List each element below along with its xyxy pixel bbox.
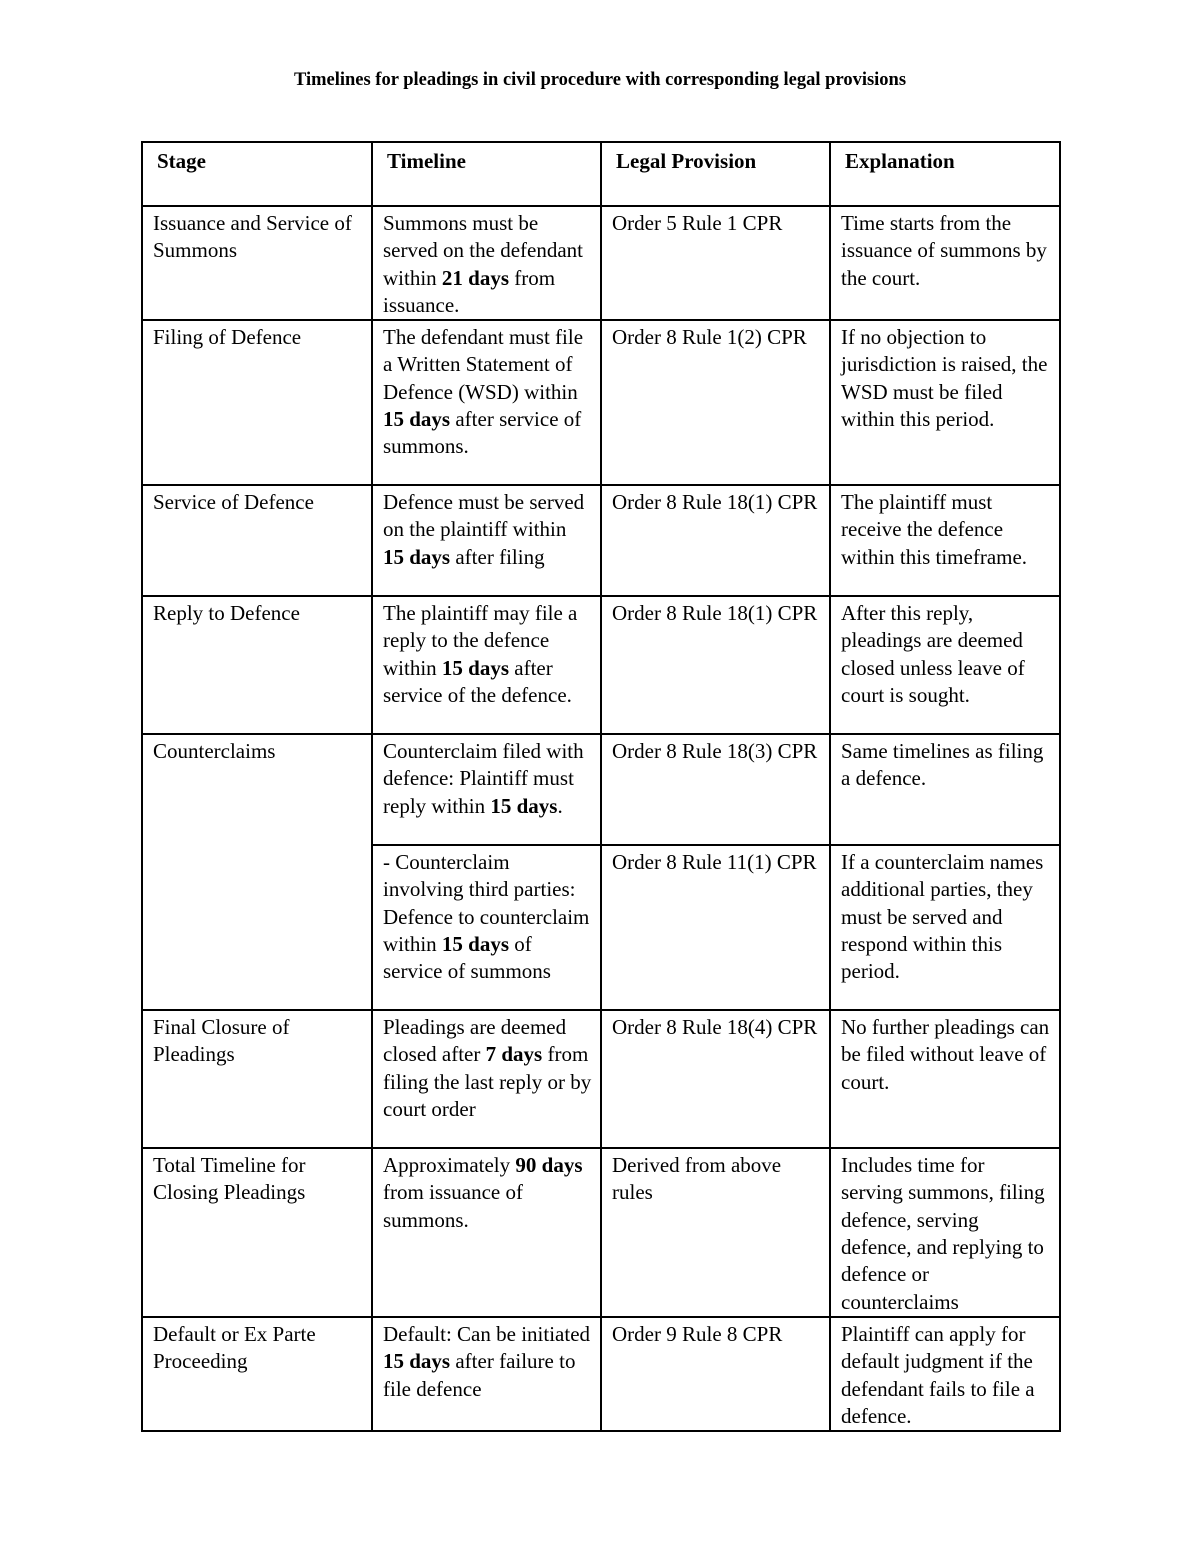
timeline-period: 15 days <box>441 932 510 957</box>
timeline-period: 15 days <box>383 407 451 432</box>
timeline-text: The defendant must file a Written Statement of Defence (WSD) within <box>383 325 584 404</box>
table-row <box>142 596 1060 734</box>
timeline-cell <box>372 1148 601 1317</box>
table-row <box>142 320 1060 485</box>
provision-cell: Order 9 Rule 8 CPR <box>601 1317 830 1431</box>
timeline-text: from filing the last reply or by court order <box>383 1042 592 1122</box>
table-row <box>142 734 1060 845</box>
timeline-cell <box>372 1317 601 1431</box>
timeline-cell <box>372 485 601 596</box>
timeline-text: Defence must be served on the plaintiff within <box>383 490 585 542</box>
provision-cell: Order 8 Rule 18(3) CPR <box>601 734 830 845</box>
provision-cell: Order 8 Rule 1(2) CPR <box>601 320 830 485</box>
explanation-cell: If no objection to jurisdiction is raised, the WSD must be filed within this period. <box>830 320 1060 485</box>
timeline-period: 15 days <box>490 793 558 818</box>
timeline-text: of service of summons <box>383 932 551 984</box>
header-stage: Stage <box>142 142 372 206</box>
timeline-text: . <box>557 793 563 818</box>
header-explanation: Explanation <box>830 142 1060 206</box>
explanation-cell: No further pleadings can be filed without leave of court. <box>830 1010 1060 1148</box>
timeline-cell <box>372 734 601 845</box>
timeline-text: after service of the defence. <box>383 655 572 708</box>
timeline-cell <box>372 596 601 734</box>
timeline-text: Counterclaim filed with defence: Plaintiff must reply within <box>383 739 584 818</box>
stage-cell: Reply to Defence <box>142 596 372 734</box>
timeline-text: Default: Can be initiated <box>383 1321 591 1346</box>
timeline-text: after filing <box>450 544 545 569</box>
timeline-text: Pleadings are deemed closed after <box>383 1015 567 1067</box>
timeline-cell <box>372 1010 601 1148</box>
table-row <box>142 1317 1060 1431</box>
timeline-period: 15 days <box>441 655 510 680</box>
timeline-period: 7 days <box>485 1042 543 1067</box>
provision-cell: Order 8 Rule 18(4) CPR <box>601 1010 830 1148</box>
provision-cell: Derived from above rules <box>601 1148 830 1317</box>
table-row <box>142 1010 1060 1148</box>
timeline-period: 21 days <box>441 265 510 290</box>
table-row <box>142 1148 1060 1317</box>
timeline-text: Summons must be served on the defendant within <box>383 211 584 290</box>
explanation-cell: Same timelines as filing a defence. <box>830 734 1060 845</box>
provision-cell: Order 8 Rule 18(1) CPR <box>601 596 830 734</box>
explanation-cell: If a counterclaim names additional parties, they must be served and respond within this period. <box>830 845 1060 1010</box>
stage-cell: Default or Ex Parte Proceeding <box>142 1317 372 1431</box>
timeline-text: The plaintiff may file a reply to the defence within <box>383 601 578 680</box>
provision-cell: Order 8 Rule 11(1) CPR <box>601 845 830 1010</box>
timeline-text: after service of summons. <box>383 407 582 459</box>
timeline-period: 15 days <box>383 544 451 569</box>
explanation-cell: Includes time for serving summons, filing defence, serving defence, and replying to defence or counterclaims <box>830 1148 1060 1317</box>
timeline-cell <box>372 206 601 320</box>
explanation-cell: Plaintiff can apply for default judgment if the defendant fails to file a defence. <box>830 1317 1060 1431</box>
timeline-cell <box>372 845 601 1010</box>
provision-cell: Order 8 Rule 18(1) CPR <box>601 485 830 596</box>
timeline-cell <box>372 320 601 485</box>
explanation-cell: The plaintiff must receive the defence within this timeframe. <box>830 485 1060 596</box>
provision-cell: Order 5 Rule 1 CPR <box>601 206 830 320</box>
timeline-text: from issuance. <box>383 265 556 317</box>
stage-cell: Counterclaims <box>142 734 372 1010</box>
stage-cell: Total Timeline for Closing Pleadings <box>142 1148 372 1317</box>
table-header-row <box>142 142 1060 206</box>
table-row <box>142 485 1060 596</box>
explanation-cell: After this reply, pleadings are deemed closed unless leave of court is sought. <box>830 596 1060 734</box>
stage-cell: Final Closure of Pleadings <box>142 1010 372 1148</box>
stage-cell: Issuance and Service of Summons <box>142 206 372 320</box>
timeline-period: 15 days <box>383 1349 451 1374</box>
header-timeline: Timeline <box>372 142 601 206</box>
document-title: Timelines for pleadings in civil procedure with corresponding legal provisions <box>293 70 907 90</box>
stage-cell: Service of Defence <box>142 485 372 596</box>
table-row <box>142 206 1060 320</box>
timeline-text: from issuance of summons. <box>383 1180 523 1232</box>
stage-cell: Filing of Defence <box>142 320 372 485</box>
timeline-text: after failure to file defence <box>383 1349 576 1401</box>
timeline-period: 90 days <box>515 1153 583 1178</box>
timeline-text: - Counterclaim involving third parties: Defence to counterclaim within <box>383 850 590 957</box>
timeline-text: Approximately <box>383 1153 516 1178</box>
header-legal-provision: Legal Provision <box>601 142 830 206</box>
pleadings-timeline-table <box>141 141 1061 1432</box>
explanation-cell: Time starts from the issuance of summons by the court. <box>830 206 1060 320</box>
